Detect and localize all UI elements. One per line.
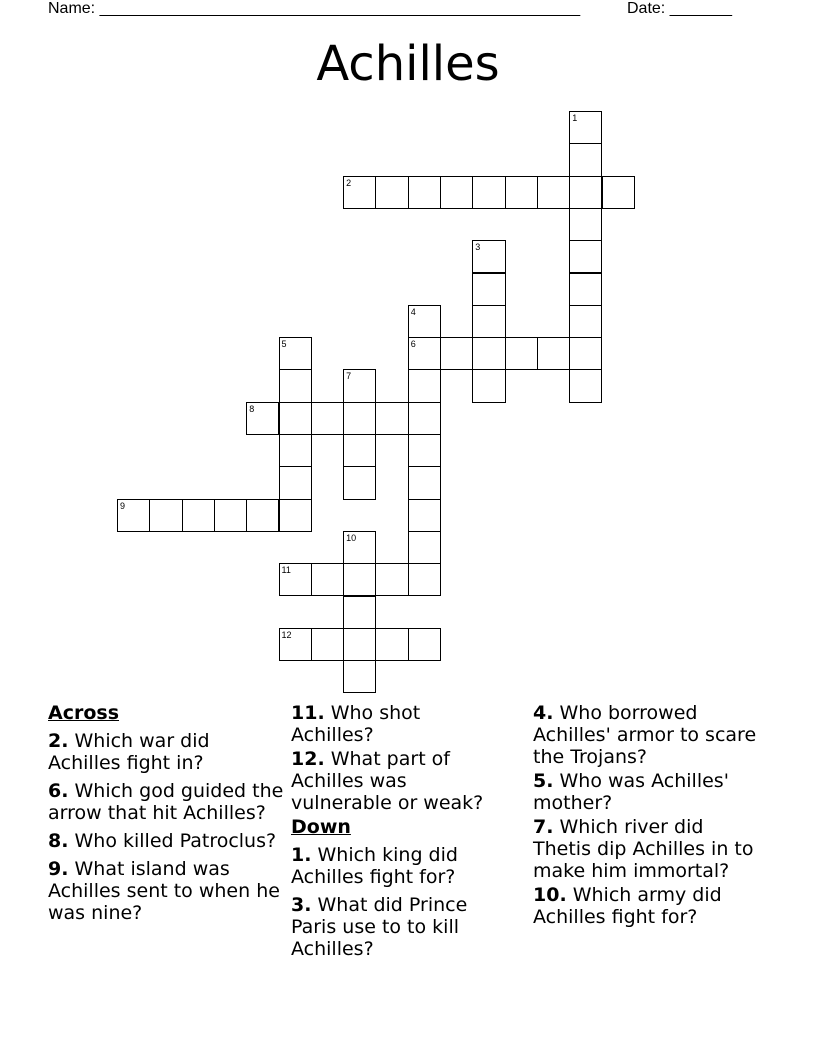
puzzle-title: Achilles [316,36,500,92]
grid-cell[interactable] [537,176,570,209]
grid-cell[interactable] [375,628,408,661]
clue-number: 2 [346,177,352,188]
grid-cell[interactable] [472,240,505,273]
name-field-label: Name: ______________________________________________________ [48,0,581,17]
clue-number: 1 [572,113,578,123]
grid-cell[interactable] [343,176,376,209]
grid-cell[interactable] [472,337,505,370]
clue-across-12: 12. What part of Achilles was vulnerable or weak? [291,748,484,814]
grid-cell[interactable] [537,337,570,370]
grid-cell[interactable] [569,240,602,273]
grid-cell[interactable] [602,176,635,209]
grid-cell[interactable] [343,402,376,435]
clues-column-3 [533,702,763,934]
grid-cell[interactable] [279,466,312,499]
grid-cell[interactable] [569,143,602,176]
grid-cell[interactable] [408,176,441,209]
grid-cell[interactable] [569,111,602,144]
clue-down-4: 4. Who borrowed Achilles' armor to scare the Trojans? [533,702,757,768]
grid-cell[interactable] [343,466,376,499]
grid-cell[interactable] [343,660,376,693]
grid-cell[interactable] [408,466,441,499]
grid-cell[interactable] [311,563,344,596]
grid-cell[interactable] [472,273,505,306]
grid-cell[interactable] [408,337,441,370]
grid-cell[interactable] [246,499,279,532]
grid-cell[interactable] [149,499,182,532]
clue-down-5: 5. Who was Achilles' mother? [533,770,729,814]
clue-number: 5 [281,339,287,350]
grid-cell[interactable] [505,176,538,209]
grid-cell[interactable] [569,369,602,402]
clue-number: 9 [120,500,126,511]
grid-cell[interactable] [117,499,150,532]
grid-cell[interactable] [569,176,602,209]
grid-cell[interactable] [182,499,215,532]
grid-cell[interactable] [279,369,312,402]
grid-cell[interactable] [472,305,505,338]
clue-down-1: 1. Which king did Achilles fight for? [291,844,458,888]
grid-cell[interactable] [343,596,376,629]
clue-number: 6 [410,339,416,350]
grid-cell[interactable] [343,628,376,661]
clues-column-1 [48,702,288,930]
clue-across-11: 11. Who shot Achilles? [291,702,421,746]
date-field-label: Date: _______ [627,0,732,17]
grid-cell[interactable] [440,337,473,370]
grid-cell[interactable] [375,563,408,596]
clues-column-2 [291,702,506,966]
clue-number: 3 [475,242,481,253]
grid-cell[interactable] [246,402,279,435]
grid-cell[interactable] [569,305,602,338]
grid-cell[interactable] [408,305,441,338]
grid-cell[interactable] [505,337,538,370]
grid-cell[interactable] [569,208,602,241]
grid-cell[interactable] [569,273,602,306]
across-heading: Across [48,702,120,724]
clue-number: 4 [410,306,416,317]
grid-cell[interactable] [343,563,376,596]
grid-cell[interactable] [311,402,344,435]
grid-cell[interactable] [343,434,376,467]
grid-cell[interactable] [375,176,408,209]
grid-cell[interactable] [408,434,441,467]
grid-cell[interactable] [408,531,441,564]
clue-down-10: 10. Which army did Achilles fight for? [533,884,722,928]
grid-cell[interactable] [408,369,441,402]
clue-number: 11 [281,565,291,576]
grid-cell[interactable] [569,337,602,370]
grid-cell[interactable] [408,628,441,661]
clue-number: 7 [346,371,352,382]
clue-down-3: 3. What did Prince Paris use to to kill Achilles? [291,894,468,960]
clue-down-7: 7. Which river did Thetis dip Achilles in to make him immortal? [533,816,754,882]
grid-cell[interactable] [472,176,505,209]
clue-number: 8 [249,403,255,414]
clue-number: 12 [281,629,292,640]
grid-cell[interactable] [408,499,441,532]
clue-across-6: 6. Which god guided the arrow that hit Achilles? [48,780,284,824]
grid-cell[interactable] [408,563,441,596]
grid-cell[interactable] [279,337,312,370]
down-heading: Down [291,816,351,838]
grid-cell[interactable] [440,176,473,209]
grid-cell[interactable] [343,369,376,402]
grid-cell[interactable] [279,434,312,467]
clue-across-8: 8. Who killed Patroclus? [48,830,277,852]
clue-number: 10 [346,532,357,543]
grid-cell[interactable] [279,499,312,532]
grid-cell[interactable] [343,531,376,564]
grid-cell[interactable] [375,402,408,435]
grid-cell[interactable] [472,369,505,402]
clue-across-2: 2. Which war did Achilles fight in? [48,730,210,774]
grid-cell[interactable] [279,402,312,435]
grid-cell[interactable] [279,563,312,596]
clue-across-9: 9. What island was Achilles sent to when he was nine? [48,858,280,924]
grid-cell[interactable] [214,499,247,532]
grid-cell[interactable] [408,402,441,435]
grid-cell[interactable] [311,628,344,661]
grid-cell[interactable] [279,628,312,661]
